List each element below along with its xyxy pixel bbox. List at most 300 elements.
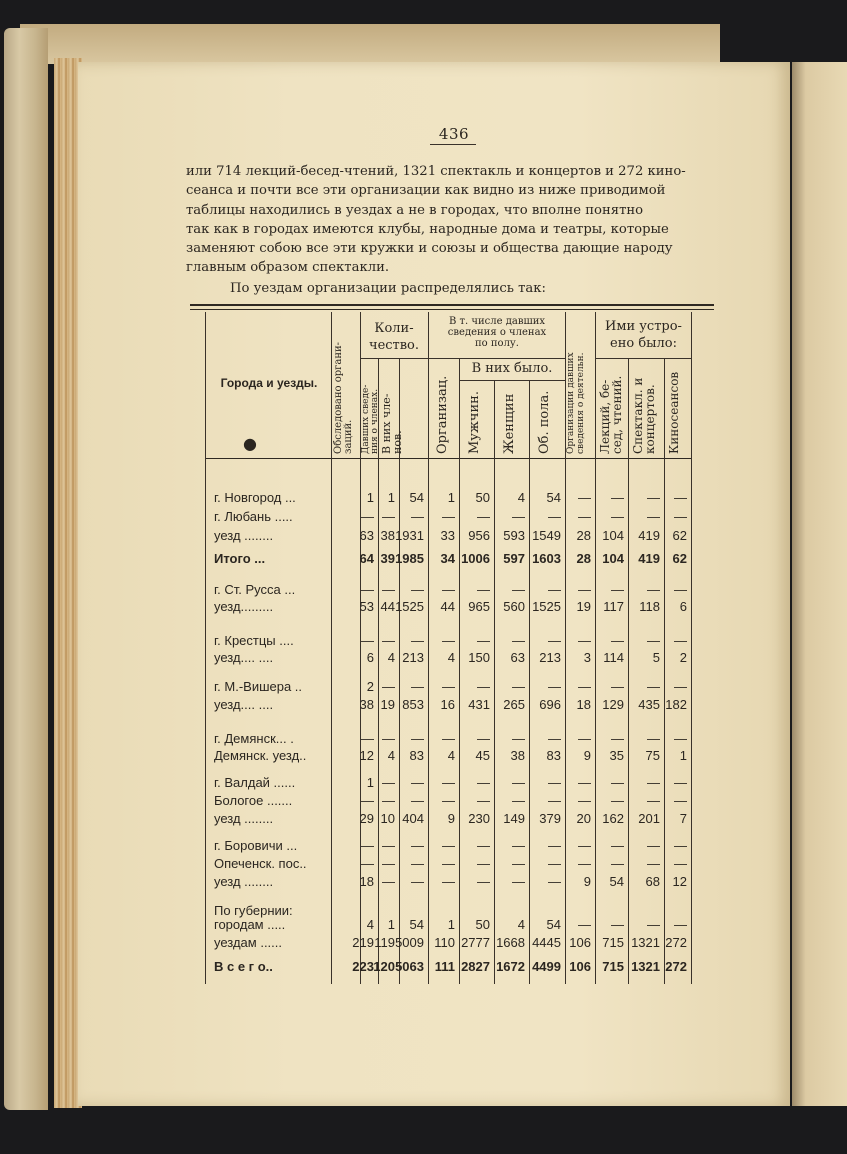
table-top-rule-thin — [190, 309, 714, 310]
table-cell: 419 — [638, 528, 660, 543]
table-cell: — — [611, 775, 624, 790]
table-cell: — — [512, 509, 525, 524]
table-cell: 38 — [359, 697, 374, 712]
header-among-them: В них было. — [471, 361, 553, 376]
header-by-sex: В т. числе давших сведения о членах по полу. — [447, 316, 547, 349]
table-cell: — — [411, 731, 424, 746]
table-cell: 62 — [672, 528, 687, 543]
header-subrule — [360, 358, 428, 359]
table-cell: — — [512, 679, 525, 694]
table-cell: — — [361, 793, 374, 808]
row-label: г. Новгород ... — [214, 490, 296, 505]
table-cell: 111 — [434, 959, 455, 974]
table-cell: 1006 — [461, 551, 490, 566]
table-cell: — — [477, 731, 490, 746]
table-cell: — — [647, 679, 660, 694]
table-row — [0, 650, 847, 668]
table-cell: — — [611, 793, 624, 808]
table-cell: 117 — [603, 599, 624, 614]
table-cell: 2 — [366, 679, 374, 694]
table-cell: 404 — [402, 811, 424, 826]
table-cell: — — [548, 838, 561, 853]
table-cell: — — [548, 793, 561, 808]
table-cell: 1321 — [631, 935, 660, 950]
table-cell: — — [442, 509, 455, 524]
row-label: уезд ........ — [214, 528, 274, 543]
table-cell: 45 — [475, 748, 490, 763]
table-cell: — — [578, 490, 591, 505]
page-number: 436 — [438, 125, 470, 143]
table-cell: — — [647, 582, 660, 597]
header-subrule — [595, 358, 691, 359]
table-cell: 4 — [387, 650, 395, 665]
table-cell: — — [477, 793, 490, 808]
table-cell: — — [411, 874, 424, 889]
table-cell: 1525 — [395, 599, 424, 614]
row-label: уезд ........ — [214, 811, 274, 826]
table-cell: — — [361, 509, 374, 524]
table-cell: 213 — [539, 650, 561, 665]
row-label: уезд.... .... — [214, 650, 274, 665]
table-row — [0, 679, 847, 697]
table-cell: 110 — [434, 935, 455, 950]
table-cell: 597 — [503, 551, 525, 566]
table-cell: — — [512, 856, 525, 871]
header-members: В них чле- нов. — [380, 393, 404, 454]
table-cell: — — [382, 679, 395, 694]
row-label: уезд......... — [214, 599, 274, 614]
table-cell: — — [578, 775, 591, 790]
table-cell: — — [442, 679, 455, 694]
table-cell: 54 — [409, 917, 424, 932]
table-cell: 1321 — [631, 959, 660, 974]
text-line: сеанса и почти все эти организации как видно из ниже приводимой — [186, 183, 666, 199]
table-cell: 5009 — [395, 935, 424, 950]
table-cell: — — [361, 731, 374, 746]
table-cell: 1931 — [395, 528, 424, 543]
table-cell: — — [411, 509, 424, 524]
table-cell: 4 — [517, 917, 525, 932]
table-cell: 1 — [447, 917, 455, 932]
table-row — [0, 731, 847, 749]
table-cell: — — [477, 838, 490, 853]
table-cell: — — [411, 856, 424, 871]
table-cell: — — [578, 793, 591, 808]
table-cell: — — [578, 633, 591, 648]
table-cell: 5 — [652, 650, 660, 665]
table-cell: 201 — [638, 811, 660, 826]
row-label: По губернии: — [214, 903, 293, 918]
table-cell: — — [512, 874, 525, 889]
table-cell: 149 — [503, 811, 525, 826]
table-cell: — — [647, 793, 660, 808]
table-cell: — — [382, 731, 395, 746]
table-cell: 54 — [546, 917, 561, 932]
table-cell: — — [674, 838, 687, 853]
table-row — [0, 775, 847, 793]
table-cell: — — [674, 490, 687, 505]
table-cell: 715 — [602, 935, 624, 950]
table-cell: 379 — [539, 811, 561, 826]
header-city: Города и уезды. — [220, 376, 318, 390]
row-label: уездам ...... — [214, 935, 283, 950]
table-cell: 75 — [645, 748, 660, 763]
header-orgs: Организац. — [435, 375, 450, 454]
table-cell: 1668 — [496, 935, 525, 950]
header-lectures: Лекций, бе- сед, чтений. — [598, 375, 624, 454]
table-cell: 9 — [447, 811, 455, 826]
row-label: г. Крестцы .... — [214, 633, 294, 648]
table-cell: 4 — [387, 748, 395, 763]
table-cell: 83 — [409, 748, 424, 763]
table-cell: 6 — [366, 650, 374, 665]
table-row — [0, 697, 847, 715]
table-cell: — — [674, 917, 687, 932]
header-surveyed: Обследовано органи- заций. — [333, 341, 354, 454]
table-cell: — — [411, 775, 424, 790]
table-cell: — — [442, 731, 455, 746]
table-cell: 272 — [665, 959, 687, 974]
table-cell: — — [411, 679, 424, 694]
table-cell: — — [674, 775, 687, 790]
table-cell: 120 — [373, 959, 395, 974]
table-cell: — — [512, 731, 525, 746]
table-cell: — — [411, 582, 424, 597]
table-row — [0, 551, 847, 569]
table-cell: 1 — [447, 490, 455, 505]
table-row — [0, 528, 847, 546]
table-cell: — — [477, 509, 490, 524]
table-row — [0, 633, 847, 651]
table-cell: 435 — [638, 697, 660, 712]
table-row — [0, 599, 847, 617]
row-label: Демянск. уезд.. — [214, 748, 307, 763]
header-subrule — [459, 380, 565, 381]
table-cell: — — [382, 793, 395, 808]
table-cell: — — [578, 582, 591, 597]
row-label: г. Боровичи ... — [214, 838, 298, 853]
table-cell: — — [382, 633, 395, 648]
table-cell: 9 — [583, 748, 591, 763]
table-cell: 104 — [602, 551, 624, 566]
table-cell: 63 — [359, 528, 374, 543]
table-cell: — — [512, 633, 525, 648]
table-cell: 68 — [645, 874, 660, 889]
table-cell: — — [611, 917, 624, 932]
table-cell: — — [548, 856, 561, 871]
table-cell: — — [611, 838, 624, 853]
table-cell: — — [512, 775, 525, 790]
table-cell: — — [674, 731, 687, 746]
table-cell: 219 — [352, 935, 374, 950]
table-cell: 4445 — [532, 935, 561, 950]
table-cell: 35 — [609, 748, 624, 763]
table-cell: — — [548, 509, 561, 524]
book-top-edge — [20, 24, 720, 64]
row-label: Бологое ....... — [214, 793, 293, 808]
table-cell: 162 — [602, 811, 624, 826]
table-cell: — — [578, 509, 591, 524]
table-cell: 12 — [359, 748, 374, 763]
table-cell: 34 — [440, 551, 455, 566]
text-line: главным образом спектакли. — [186, 260, 390, 276]
table-cell: — — [382, 775, 395, 790]
table-cell: 3 — [583, 650, 591, 665]
table-cell: 7 — [679, 811, 687, 826]
table-cell: 28 — [576, 551, 591, 566]
table-cell: — — [611, 490, 624, 505]
table-cell: — — [512, 793, 525, 808]
table-cell: 83 — [546, 748, 561, 763]
table-cell: — — [442, 793, 455, 808]
table-cell: — — [647, 509, 660, 524]
table-cell: 62 — [672, 551, 687, 566]
table-cell: — — [578, 679, 591, 694]
table-row — [0, 959, 847, 977]
text-line: или 714 лекций-бесед-чтений, 1321 спектакль и концертов и 272 кино- — [186, 164, 686, 179]
table-cell: — — [578, 731, 591, 746]
table-cell: — — [611, 856, 624, 871]
table-cell: — — [382, 509, 395, 524]
table-row — [0, 856, 847, 874]
table-cell: — — [477, 679, 490, 694]
table-cell: 6 — [679, 599, 687, 614]
row-label: г. Демянск... . — [214, 731, 294, 746]
table-cell: — — [477, 874, 490, 889]
table-cell: 230 — [468, 811, 490, 826]
table-row — [0, 917, 847, 935]
table-cell: 19 — [380, 697, 395, 712]
table-cell: 150 — [468, 650, 490, 665]
row-label: уезд.... .... — [214, 697, 274, 712]
table-cell: 419 — [638, 551, 660, 566]
table-cell: — — [382, 856, 395, 871]
table-cell: — — [674, 509, 687, 524]
table-cell: 4 — [447, 748, 455, 763]
table-row — [0, 874, 847, 892]
table-cell: — — [611, 731, 624, 746]
table-cell: — — [382, 874, 395, 889]
table-cell: 106 — [569, 959, 591, 974]
header-quantity: Коли- чество. — [368, 321, 420, 353]
row-label: Итого ... — [214, 551, 266, 566]
table-cell: — — [674, 633, 687, 648]
table-cell: 64 — [359, 551, 374, 566]
table-cell: 18 — [359, 874, 374, 889]
table-cell: — — [647, 490, 660, 505]
table-cell: 9 — [583, 874, 591, 889]
table-row — [0, 793, 847, 811]
table-row — [0, 582, 847, 600]
table-cell: — — [647, 775, 660, 790]
table-cell: 44 — [440, 599, 455, 614]
table-cell: 10 — [380, 811, 395, 826]
table-cell: 1985 — [395, 551, 424, 566]
table-cell: — — [578, 856, 591, 871]
table-cell: 28 — [576, 528, 591, 543]
table-cell: 1 — [679, 748, 687, 763]
table-cell: 2777 — [461, 935, 490, 950]
table-cell: 12 — [672, 874, 687, 889]
row-label: В с е г о.. — [214, 959, 273, 974]
table-cell: 2827 — [461, 959, 490, 974]
table-cell: — — [611, 679, 624, 694]
table-cell: — — [361, 856, 374, 871]
table-cell: 213 — [402, 650, 424, 665]
table-cell: 4 — [517, 490, 525, 505]
table-cell: 1549 — [532, 528, 561, 543]
table-cell: 114 — [603, 650, 624, 665]
row-label: уезд ........ — [214, 874, 274, 889]
table-cell: 53 — [359, 599, 374, 614]
table-cell: 104 — [602, 528, 624, 543]
table-cell: 16 — [440, 697, 455, 712]
table-cell: — — [674, 679, 687, 694]
table-cell: 593 — [503, 528, 525, 543]
table-cell: 853 — [402, 697, 424, 712]
table-cell: — — [442, 582, 455, 597]
table-cell: — — [382, 582, 395, 597]
table-cell: 119 — [374, 935, 395, 950]
table-cell: — — [477, 582, 490, 597]
header-men: Мужчин. — [467, 391, 482, 454]
table-cell: 696 — [539, 697, 561, 712]
table-cell: 715 — [602, 959, 624, 974]
header-both-sexes: Об. пола. — [537, 390, 552, 454]
header-women: Женщин — [502, 393, 517, 454]
table-cell: — — [578, 917, 591, 932]
row-label: г. Валдай ...... — [214, 775, 296, 790]
table-cell: — — [674, 793, 687, 808]
table-cell: — — [647, 856, 660, 871]
table-cell: 38 — [380, 528, 395, 543]
table-row — [0, 935, 847, 953]
table-cell: 431 — [468, 697, 490, 712]
table-cell: 1525 — [532, 599, 561, 614]
table-cell: 1603 — [532, 551, 561, 566]
table-cell: 29 — [359, 811, 374, 826]
text-line: таблицы находились в уездах а не в городах, что вполне понятно — [186, 202, 644, 218]
table-cell: — — [442, 874, 455, 889]
table-cell: 2 — [679, 650, 687, 665]
table-row — [0, 838, 847, 856]
table-cell: 33 — [440, 528, 455, 543]
table-cell: — — [578, 838, 591, 853]
table-cell: — — [411, 633, 424, 648]
table-cell: 272 — [665, 935, 687, 950]
body-paragraph — [186, 162, 714, 298]
bullet-icon: ● — [243, 434, 257, 453]
table-cell: 1 — [387, 490, 395, 505]
table-cell: — — [477, 775, 490, 790]
table-cell: 54 — [546, 490, 561, 505]
table-cell: 1672 — [496, 959, 525, 974]
table-cell: 106 — [569, 935, 591, 950]
table-cell: — — [647, 633, 660, 648]
table-cell: — — [442, 775, 455, 790]
table-cell: 19 — [576, 599, 591, 614]
header-arranged: Ими устро- ено было: — [605, 319, 682, 351]
table-cell: — — [548, 731, 561, 746]
table-cell: 1 — [366, 775, 374, 790]
table-cell: — — [647, 838, 660, 853]
table-cell: 5063 — [395, 959, 424, 974]
table-cell: — — [512, 838, 525, 853]
row-label: городам ..... — [214, 917, 286, 932]
table-cell: 54 — [409, 490, 424, 505]
table-cell: — — [361, 582, 374, 597]
header-gave-info: Давших сведе- ния о членах. — [361, 384, 380, 454]
table-top-rule — [190, 304, 714, 306]
table-row — [0, 748, 847, 766]
table-cell: — — [647, 917, 660, 932]
table-cell: 20 — [576, 811, 591, 826]
table-cell: — — [548, 775, 561, 790]
table-header-bottom-rule — [205, 458, 692, 459]
table-cell: 1 — [366, 490, 374, 505]
row-label: г. Ст. Русса ... — [214, 582, 296, 597]
table-intro: По уездам организации распределялись так: — [230, 280, 546, 296]
table-cell: — — [411, 793, 424, 808]
text-line: заменяют собою все эти кружки и союзы и общества дающие народу — [186, 241, 673, 257]
table-cell: 965 — [468, 599, 490, 614]
table-cell: — — [548, 582, 561, 597]
table-cell: 265 — [503, 697, 525, 712]
table-cell: 4499 — [532, 959, 561, 974]
table-cell: 44 — [380, 599, 395, 614]
table-cell: — — [442, 856, 455, 871]
table-cell: — — [382, 838, 395, 853]
table-cell: — — [674, 582, 687, 597]
table-cell: — — [548, 633, 561, 648]
table-row — [0, 509, 847, 527]
table-cell: 129 — [602, 697, 624, 712]
header-subrule — [428, 358, 565, 359]
text-line: так как в городах имеются клубы, народные дома и театры, которые — [186, 221, 669, 237]
table-cell: — — [442, 633, 455, 648]
row-label: Опеченск. пос.. — [214, 856, 307, 871]
header-cinema: Киносеансов — [667, 371, 681, 454]
table-cell: — — [611, 633, 624, 648]
table-row — [0, 811, 847, 829]
table-cell: 39 — [380, 551, 395, 566]
table-cell: — — [442, 838, 455, 853]
table-cell: 63 — [510, 650, 525, 665]
table-cell: 50 — [475, 490, 490, 505]
table-cell: 4 — [366, 917, 374, 932]
table-cell: 4 — [447, 650, 455, 665]
table-cell: — — [548, 679, 561, 694]
table-cell: 18 — [576, 697, 591, 712]
table-cell: — — [611, 509, 624, 524]
table-cell: 182 — [665, 697, 687, 712]
table-cell: — — [674, 856, 687, 871]
header-plays: Спектакл. и концертов. — [631, 377, 657, 454]
table-cell: 54 — [609, 874, 624, 889]
table-cell: — — [477, 856, 490, 871]
table-cell: 38 — [510, 748, 525, 763]
table-row — [0, 490, 847, 508]
header-activity-orgs: Организации давших сведения о деятельн. — [566, 352, 586, 454]
table-cell: — — [647, 731, 660, 746]
table-cell: — — [477, 633, 490, 648]
table-cell: — — [548, 874, 561, 889]
table-cell: — — [512, 582, 525, 597]
table-cell: 1 — [387, 917, 395, 932]
table-cell: — — [611, 582, 624, 597]
table-cell: 50 — [475, 917, 490, 932]
table-cell: 118 — [639, 599, 660, 614]
